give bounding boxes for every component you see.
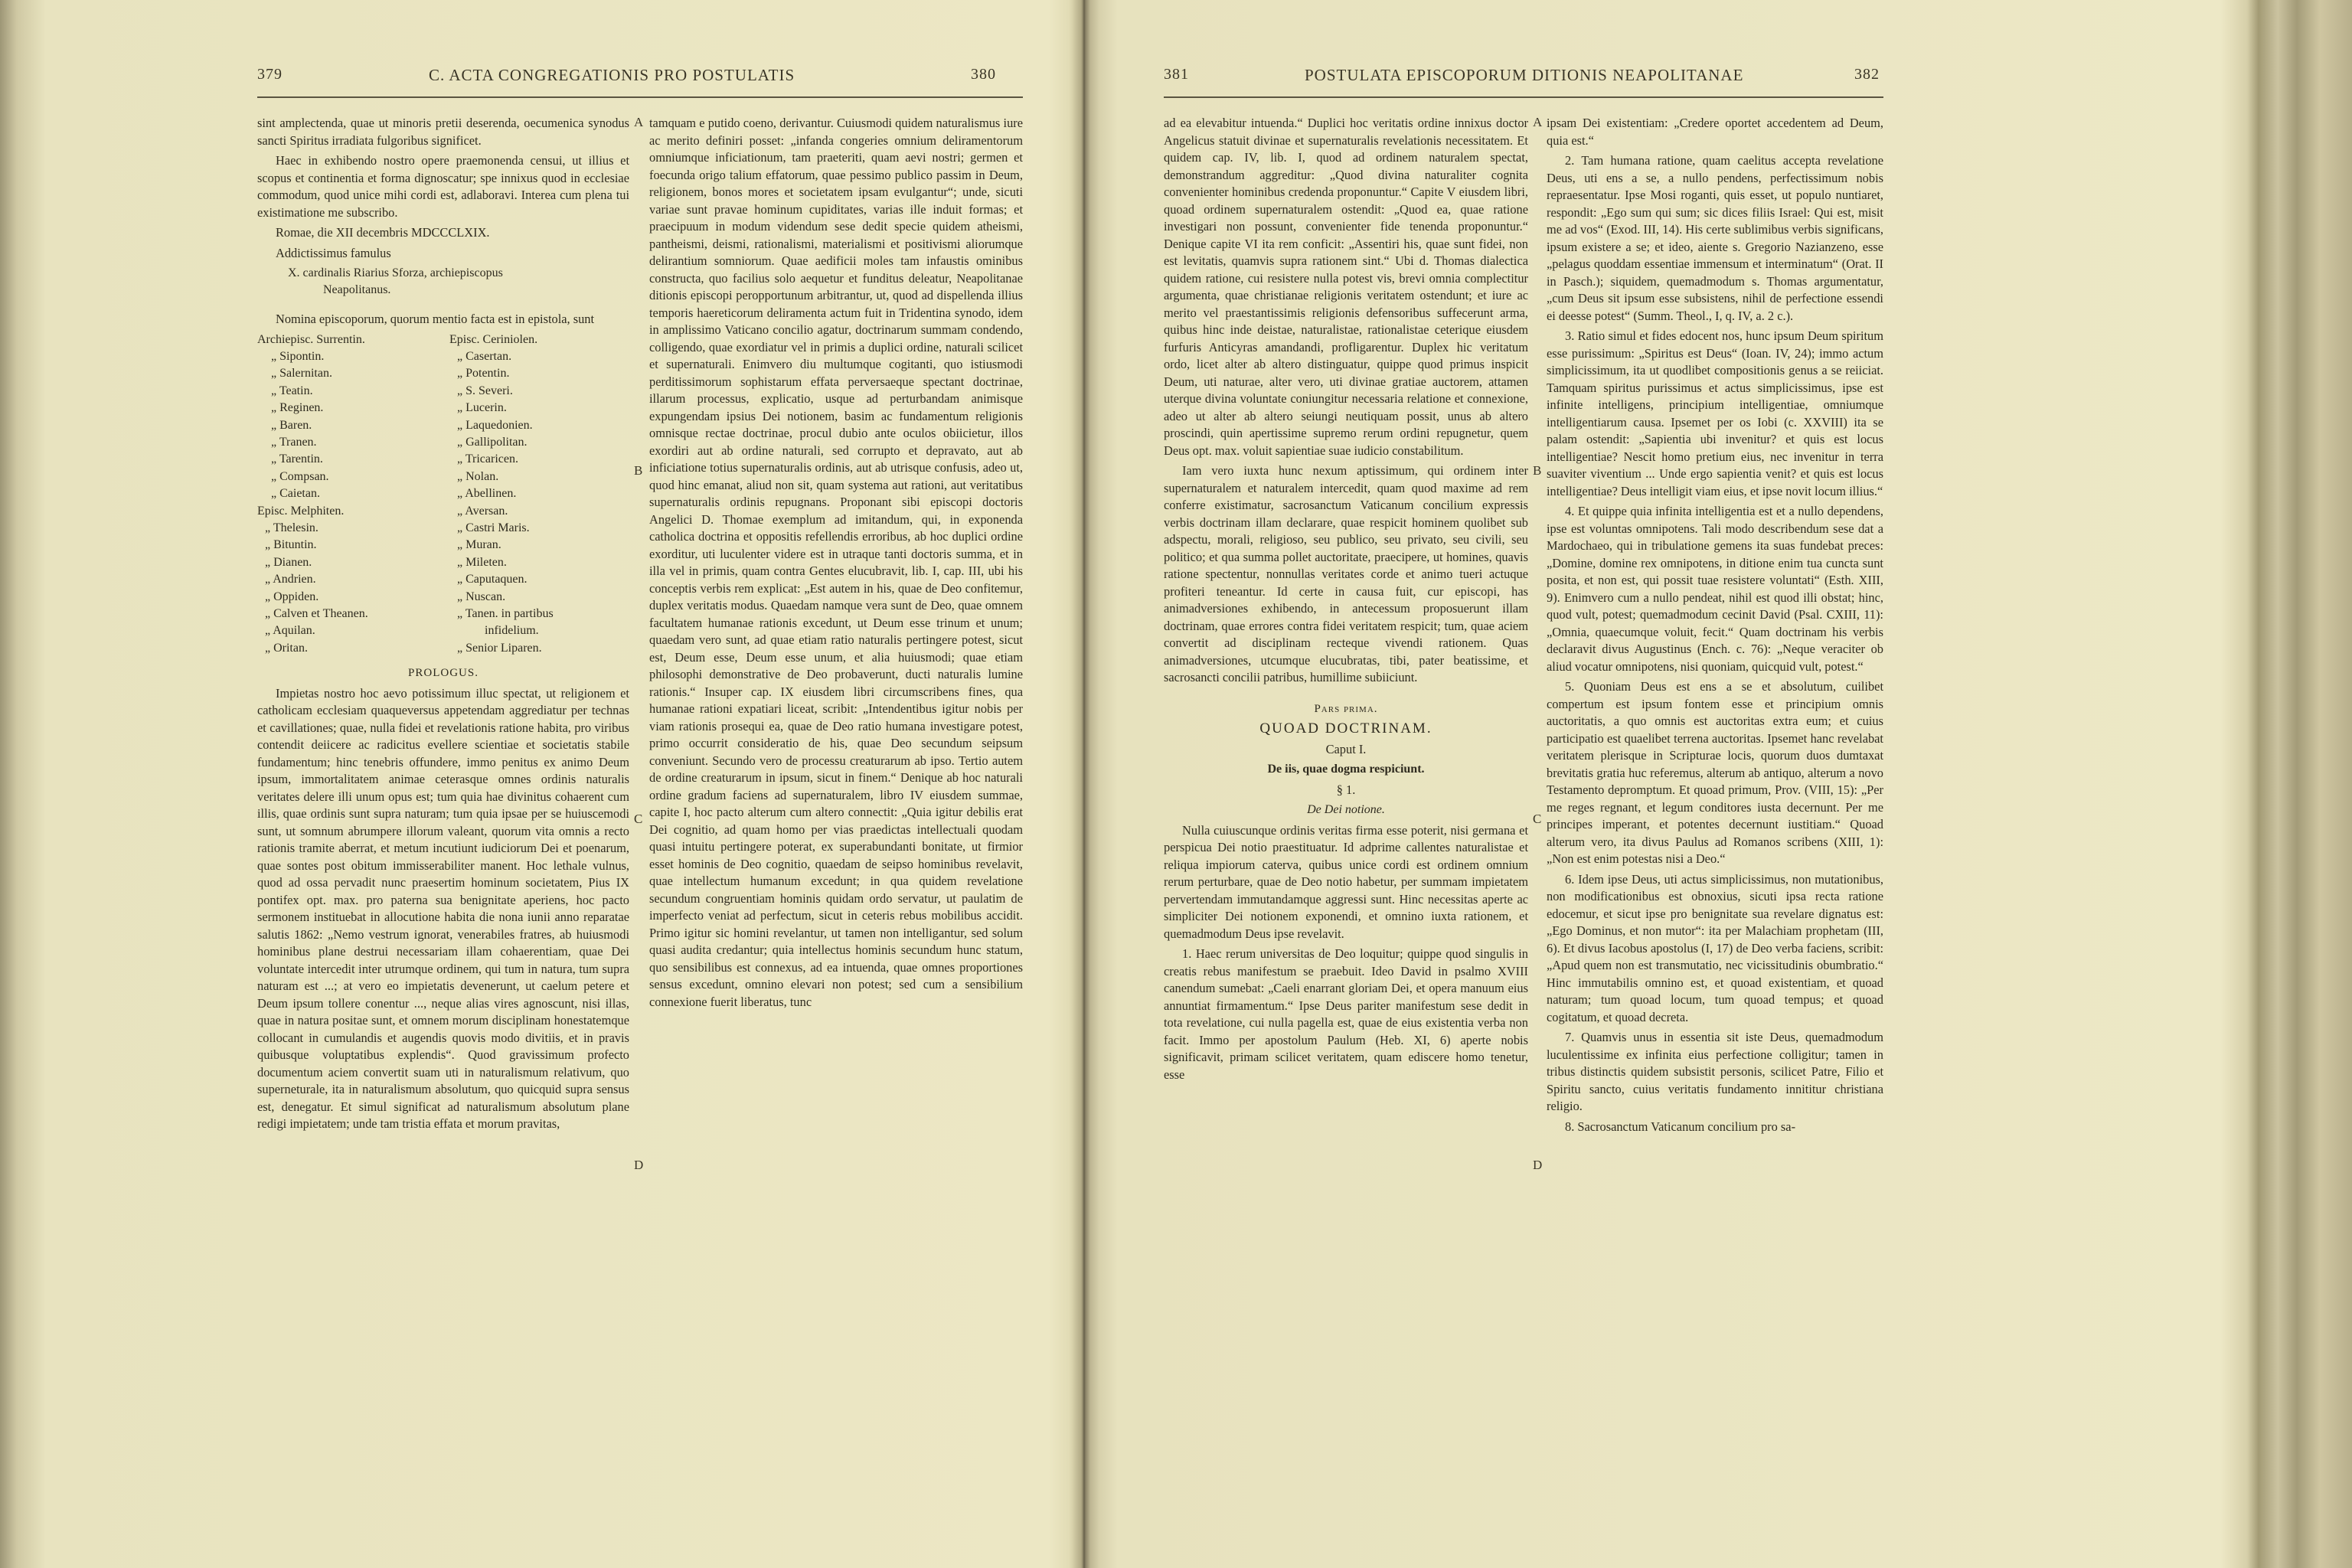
- list-item: „ Oppiden.: [265, 590, 319, 603]
- paragraph: 6. Idem ipse Deus, uti actus simplicissimus, non mutationibus, non modificationibus est obnoxius, sicuti ipsa recta ratione edocemur, et sicut ipse pro benignitate sua revelare dignatus est: „Ego Dominus, et non mutor“: ita per Malachiam prophetam (III, 6). Et divus Iacobus apostolus (I, 17) de Deo verba faciens, scribit: „Apud quem non est transmutatio, nec vicissitudinis obumbratio.“ Hinc immutabilis omnino est, et quoad existentiam, et quoad naturam; tum quoad locum, tum quoad tempus; et quoad cogitatum, et quoad decreta.: [1547, 871, 1883, 1024]
- left-column-1: [257, 115, 629, 1562]
- list-item: „ Senior Liparen.: [457, 641, 542, 655]
- paragraph: Haec in exhibendo nostro opere praemonenda censui, ut illius et scopus et continentia et forma dignoscatur; spe innixus quod in ecclesiae commodum, quod unice mihi cordi est, adlaboravi. Interea cum plena tui existimatione me subscribo.: [257, 153, 629, 220]
- list-item: „ Tarentin.: [271, 452, 323, 466]
- list-item: „ Aversan.: [457, 504, 508, 518]
- list-item: „ Tranen.: [271, 435, 317, 449]
- margin-letter: B: [1533, 463, 1542, 478]
- list-item: „ Oritan.: [265, 641, 308, 655]
- list-item: „ Aquilan.: [265, 624, 315, 638]
- list-item: „ Potentin.: [457, 367, 510, 381]
- signature-line: Neapolitanus.: [323, 283, 391, 296]
- paragraph: ad ea elevabitur intuenda.“ Duplici hoc veritatis ordine innixus doctor Angelicus statuit divinae et supernaturalis revelationis necessitatem. Et quidem cap. IV, lib. I, quod ad ordinem naturalem spectat, demonstrandum aggreditur: „Quod divina naturaliter cognita convenienter hominibus credenda proponuntur.“ Capite V eiusdem libri, quoad ordinem supernaturalem ostendit: „Quod ea, quae ratione investigari non possunt, convenienter fide tenenda proponuntur.“ Denique capite VI ita rem conficit: „Assentiri his, quae sunt fidei, non est levitatis, quamvis supra rationem sint.“ Ubi d. Thomas dialectica quidem ratione, cui resistere nulla potest vis, brevi omnia complectitur argumenta, quae christianae religionis veritatem ostendunt; et iure ac merito vel praestantissimis religionis defensoribus suffecerunt arma, quibus hinc inde deistae, naturalistae, rationalistae ceterique eiusdem furfuris Anticyras amandandi, profligarentur. Duplex hic veritatum ordo, licet alter ab altero distinguatur, quippe quod primus inspicit Deum, uti naturae, alter vero, uti divinae gratiae auctorem, attamen uterque divina voluntate coniungitur necessaria relatione et connexione, adeo ut alter ab altero seiungi neutiquam possit, unus ab altero proscindi, quin apertissime supremo rerum ordini repugnetur, quem Deus opt. max. voluit sapientiae suae iudicio constabilitum.: [1164, 116, 1528, 458]
- list-item: „ Teatin.: [271, 384, 313, 397]
- paragraph: Nomina episcoporum, quorum mentio facta est in epistola, sunt: [276, 312, 595, 326]
- paragraph: 7. Quamvis unus in essentia sit iste Deus, quemadmodum luculentissime ex infinita eius perfectione colligitur; tamen in tribus distinctis quidem subsistit personis, scilicet Patre, Filio et Spiritu sancto, cuius veritatis fundamento innititur christiana religio.: [1547, 1030, 1883, 1113]
- paragraph: Iam vero iuxta hunc nexum aptissimum, qui ordinem inter supernaturalem et naturalem intercedit, quam quod maxime ad rem conferre existimatur, sacrosanctum Vaticanum concilium expressis verbis doctrinam illam declarare, quae respicit hominem quolibet sub adspectu, morali, religioso, seu publico, seu privato, seu civili, seu politico; et qua summa pollet auctoritate, praecipere, ut homines, quavis ratione spectentur, nonnullas veritates corde et animo tueri actuque profiteri teneantur. Id certe in causa fuit, cur episcopi, has animadversiones exhibendo, in antecessum proposuerunt illam doctrinam, quae errores contra fidei veritatem respicit; tum, quae aciem convertit ad disciplinam recteque vivendi rationem. Quas animadversiones, utcumque elucubratas, tibi, pater beatissime, et sacrosancti concilii patribus, humillime subiiciunt.: [1164, 463, 1528, 684]
- list-item: „ Nuscan.: [457, 590, 506, 603]
- chapter-subtitle: De iis, quae dogma respiciunt.: [1267, 763, 1425, 776]
- list-item: Episc. Ceriniolen.: [449, 332, 538, 346]
- list-item: „ Salernitan.: [271, 367, 332, 381]
- page-number-380: 380: [971, 66, 996, 83]
- paragraph: 5. Quoniam Deus est ens a se et absolutum, cuilibet compertum est ipsum fontem esse et principium omnis auctoritatis, a quo omnis est auctoritas extra eum; et cuius participatio est quaelibet terrena auctoritas. Ipsemet hanc revelabat veritatem plerisque in Scripturae locis, quorum duos dumtaxat brevitatis gratia huc referemus, alterum ab antiquo, alterum a novo Testamento depromptum. Et quoad primum, Prov. (VIII, 15): „Per me reges regnant, et legum conditores iusta decernunt. Per me principes imperant, et potentes decernunt iustitiam.“ Quoad alterum vero, ita divus Paulus ad Romanos scribens (XIII, 1): „Non est enim potestas nisi a Deo.“: [1547, 679, 1883, 866]
- chapter-heading: Caput I.: [1325, 741, 1367, 756]
- page-number-381: 381: [1164, 66, 1189, 83]
- signature-block: [288, 265, 629, 299]
- right-column-2: [1547, 115, 1883, 1562]
- list-item: Archiepisc. Surrentin.: [257, 332, 365, 346]
- list-item: „ Nolan.: [457, 469, 499, 483]
- list-item: „ Gallipolitan.: [457, 435, 528, 449]
- margin-letter: C: [634, 812, 643, 826]
- list-item: „ Castri Maris.: [457, 521, 530, 534]
- right-page: [1084, 0, 2352, 1568]
- left-column-2: [649, 115, 1023, 1562]
- list-item: „ Casertan.: [457, 349, 512, 363]
- list-item: „ Calven et Theanen.: [265, 607, 368, 620]
- section-heading-prologus: PROLOGUS.: [408, 667, 479, 680]
- margin-letter: D: [1533, 1158, 1543, 1172]
- margin-letter: D: [634, 1158, 644, 1172]
- list-item: infidelium.: [485, 624, 539, 638]
- list-item: „ Lucerin.: [457, 401, 507, 415]
- list-item: „ Abellinen.: [457, 487, 517, 501]
- date-line: Romae, die XII decembris MDCCCLXIX.: [276, 225, 490, 240]
- paragraph: 3. Ratio simul et fides edocent nos, hunc ipsum Deum spiritum esse purissimum: „Spiritus est Deus“ (Ioan. IV, 24); immo actum simplicissimum, ita ut quodlibet compositionis genus a se reiiciat. Tamquam spiritus purissimus et actus simplicissimus, ipse est infinite intelligens, principium intelligentiae, omniumque intelligentiarum causa. Ipsemet per os Iobi (c. XXVIII) ita se palam ostendit: „Sapientia ubi invenitur? et quis est locus intelligentiae? Nescit homo pretium eius, nec invenitur in terra suaviter viventium ... Unde ergo sapientia venit? et quis est locus intelligentiae? Deus intelligit viam eius, et ipse novit locum illius.“: [1547, 328, 1883, 498]
- left-running-head: [0, 66, 1084, 96]
- left-head-rule: [257, 96, 1023, 98]
- list-item: „ Compsan.: [271, 469, 329, 483]
- list-item: „ Andrien.: [265, 573, 316, 586]
- list-item: „ Dianen.: [265, 555, 312, 569]
- list-item: Episc. Melphiten.: [257, 504, 345, 518]
- list-item: „ Sipontin.: [271, 349, 325, 363]
- page-number-382: 382: [1854, 66, 1880, 83]
- closing-line: Addictissimus famulus: [276, 245, 391, 260]
- paragraph: Nulla cuiuscunque ordinis veritas firma esse poterit, nisi germana et perspicua Dei notio praestituatur. Id adprime callentes naturalistae et reliqua impiorum caterva, quibus unice cordi est ordinem omnium rerum perturbare, quae de Deo notio habetur, per summam impietatem pervertendam immutandamque aggressi sunt. Hinc necessitas aperte ac simpliciter Dei notionem exponendi, et omnino iuxta rationem, et quemadmodum Deus ipse revelavit.: [1164, 822, 1528, 941]
- left-running-title: C. ACTA CONGREGATIONIS PRO POSTULATIS: [429, 66, 795, 84]
- margin-letter: C: [1533, 812, 1542, 826]
- paragraph-mark: § 1.: [1336, 782, 1356, 797]
- paragraph: ipsam Dei existentiam: „Credere oportet accedentem ad Deum, quia est.“: [1547, 116, 1883, 148]
- list-item: „ Thelesin.: [265, 521, 318, 534]
- list-item: „ Tanen. in partibus: [457, 607, 554, 620]
- paragraph: tamquam e putido coeno, derivantur. Cuiusmodi quidem naturalismus iure ac merito definiri posset: „infanda congeries omnium deliramentorum omniumque inficiationum, tam praeteriti, quam aevi nostri; germen et foecunda origo talium effatorum, quae pessimo publico passim in Deum, religionem, bonos mores et societatem ipsam evulgantur“; unde, sicuti variae sunt pravae hominum cupiditates, varias ille induit formas; et praecipuum in modum videndum sese dedit specie quidem atheismi, pantheismi, deismi, rationalismi, materialismi et positivismi aliorumque delirantium somniorum. Quae aedificii moles tam infaustis ominibus constructa, quo facilius solo aequetur et funditus deleatur, Neapolitanae ditionis episcopi peropportunum arbitrantur, ut, quod ad dispellenda illius temporis haereticorum deliramenta actum fuit in Tridentina synodo, idem in amplissimo Vaticano concilio agatur, doctrinarum summam condendo, colligendo, quae exordiatur vel in primis a duplici ordine, naturali scilicet et supernaturali. Enimvero diu multumque cogitanti, quo istiusmodi perditissimorum sophistarum effata perversaeque spectant doctrinae, illarum processus, explicatio, usque ad perturbandam animisque expungendam ipsius Dei notionem, basim ac fundamentum religionis omnisque rectae doctrinae, procul dubio ante oculos obiicietur, illos exordiri aut ab ordine naturali, sed corrupto et depravato, aut ab inficiatione totius supernaturalis ordinis, aut ab utrisque confusis, adeo ut, quod hinc emanat, aliud non sit, quam systema aut rationi, aut veritatibus supernaturalis ordinis repugnans. Proponant sibi episcopi doctoris Angelici D. Thomae exemplum ad imitandum, qui, in exponenda catholica doctrina et oppositis refellendis erroribus, ab hoc duplici ordine exorditur, uti luculenter videre est in utraque tanti doctoris summa, et in illa vel in primis, quam contra Gentes elucubravit, lib. I, cap. III, ubi his conceptis verbis rem explicat: „Est autem in his, quae de Deo confitemur, duplex veritatis modus. Quaedam namque vera sunt de Deo, quae omnem facultatem humanae rationis excedunt, ut Deum esse trinum et unum; quaedam vero sunt, ad quae etiam ratio naturalis pertingere potest, sicut est, Deum esse, Deum esse unum, et alia huiusmodi; quae etiam philosophi demonstrative de Deo probaverunt, ducti naturalis lumine rationis.“ Insuper cap. IX eiusdem libri circumscribens fines, qua humanae rationi expatiari liceat, scribit: „Intendentibus igitur nobis per viam rationis prosequi ea, quae de Deo ratio humana investigare potest, primo occurrit consideratio de his, quae Deo secundum seipsum conveniunt. Secundo vero de processu creaturarum ab ipso. Tertio autem de ordine creaturarum in ipsum, sicut in finem.“ Denique ab hoc naturali ordine gradum faciens ad supernaturalem, libro IV eiusdem summae, capite I, hoc pacto alterum cum altero connectit: „Quia igitur debilis erat Dei cognitio, ad quam homo per vias praedictas intellectuali quodam quasi intuitu pertingere poterat, ex superabundanti bonitate, ut firmior esset hominis de Deo cognitio, quaedam de seipso hominibus revelavit, quae intellectum humanum excedunt; in qua quidem revelatione secundum congruentiam hominis quidam ordo servatur, ut paulatim de imperfecto veniat ad perfectum, sicut in ceteris rebus mobilibus accidit. Primo igitur sic homini revelantur, ut tamen non intelligantur, sed solum quasi audita credantur; quia intellectus hominis secundum hunc statum, quo sensibilibus est connexus, ad ea intuenda, quae omnes proportiones sensus excedunt, omnino elevari non potest; sed cum a sensibilium connexione fuerit liberatus, tunc: [649, 116, 1023, 1009]
- list-item: „ Baren.: [271, 418, 312, 432]
- right-running-title: POSTULATA EPISCOPORUM DITIONIS NEAPOLITANAE: [1305, 66, 1744, 84]
- list-item: „ Reginen.: [271, 401, 324, 415]
- list-item: „ Muran.: [457, 538, 501, 552]
- paragraph: Impietas nostro hoc aevo potissimum illuc spectat, ut religionem et catholicam ecclesiam quaqueversus appetendam aggrediatur per technas et cavillationes; quae, nulla fidei et revelationis ratione habita, pro viribus contendit deiicere ac radicitus evellere scientiae et societatis stabile fundamentum; hinc tenebris offundere, immo penitus ex animo Deum ipsum, immortalitatem animae ceterasque omnes ordinis naturalis veritates delere illi unum opus est; tum quia hae divinitus cohaerent cum illis, quae ordinis sunt supra naturam; tum quia ipsae per se huiuscemodi sunt, ut somnum abrumpere illorum valeant, quorum vita omnis a recto rationis tramite aberrat, et metum incutiunt iudiciorum Dei et poenarum, quae sontes post obitum immisserabiliter manent. Hoc lethale vulnus, quod ad ossa pervadit nunc praesertim hominum societatem, Pius IX pontifex opt. max. pro paterna sua benignitate aperiens, hoc pacto sermonem instituebat in allocutione habita die nona iunii anno reparatae salutis 1862: „Nemo vestrum ignorat, venerabiles fratres, ab huiusmodi hominibus plane destrui necessariam illam cohaerentiam, quae Dei voluntate intercedit inter utrumque ordinem, qui tum in natura, tum supra naturam est ...; at vero eo impietatis devenerunt, ut caelum petere et Deum ipsum tollere conentur ..., neque alias vires agnoscunt, nisi illas, quae in natura positae sunt, et omnem morum disciplinam honestatemque collocant in cumulandis et augendis quovis modo divitiis, et in pravis quibusque voluptatibus explendis“. Quod gravissimum profecto documentum aciem convertit suam uti in naturalismum relativum, quo superneturale, ita in naturalismum absolutum, quo quicquid supra sensus est, denegatur. Et simul significat ad naturalismum absolutum plane redigi impietatem; unde tam tristia effata et morum pravitas,: [257, 685, 629, 1132]
- right-column-1: [1164, 115, 1528, 1562]
- margin-letter: A: [1533, 115, 1543, 129]
- list-item: „ Caputaquen.: [457, 573, 528, 586]
- right-head-rule: [1164, 96, 1883, 98]
- signature-line: X. cardinalis Riarius Sforza, archiepiscopus: [288, 266, 503, 279]
- bishops-list: [257, 332, 629, 658]
- bishops-list-left: [257, 332, 437, 658]
- part-heading: Pars prima.: [1314, 702, 1378, 715]
- paragraph: 8. Sacrosanctum Vaticanum concilium pro sa-: [1565, 1119, 1796, 1134]
- list-item: „ S. Severi.: [457, 384, 513, 397]
- list-item: „ Mileten.: [457, 555, 507, 569]
- list-item: „ Caietan.: [271, 487, 320, 501]
- bishops-list-right: [449, 332, 629, 658]
- list-item: „ Tricaricen.: [457, 452, 518, 466]
- margin-letter: B: [634, 463, 643, 478]
- section-heading-doctrina: QUOAD DOCTRINAM.: [1259, 720, 1432, 737]
- right-running-head: [1084, 66, 2352, 96]
- left-page: [0, 0, 1084, 1568]
- subsection-heading: De Dei notione.: [1307, 803, 1385, 816]
- margin-letter: A: [634, 115, 644, 129]
- list-item: „ Bituntin.: [265, 538, 317, 552]
- paragraph: sint amplectenda, quae ut minoris pretii deserenda, oecumenica synodus sancti Spiritus irradiata fulgoribus significet.: [257, 116, 629, 148]
- paragraph: 4. Et quippe quia infinita intelligentia est et a nullo dependens, ipse est voluntas omnipotens. Tali modo describendum sese dat a Mardochaeo, qui in tribulatione gemens ita suas fundebat preces: „Domine, domine rex omnipotens, in ditione enim tua cuncta sunt posita, et non est, qui possit tuae resistere voluntati“ (Esth. XIII, 9). Enimvero cum a nullo pendeat, nihil est quod illi obstat; hinc, quod vult, potest; quemadmodum cecinit David (Psal. CXIII, 11): „Omnia, quaecumque voluit, fecit.“ Quam doctrinam his verbis declaravit divus Augustinus (Ench. c. 76): „Neque veraciter ob aliud vocatur omnipotens, nisi quoniam, quicquid vult, potest.“: [1547, 504, 1883, 674]
- page-number-379: 379: [257, 66, 283, 83]
- paragraph: 1. Haec rerum universitas de Deo loquitur; quippe quod singulis in creatis rebus manifestum se praebuit. Ideo David in psalmo XVIII canendum sumebat: „Caeli enarrant gloriam Dei, et opera manuum eius annuntiat firmamentum.“ Ipse Deus pariter manifestum sese dedit in tota revelatione, cui nulla pagella est, quae de eius existentia verba non facit. Immo per apostolum Paulum (Heb. XI, 6) aperte nobis significavit, primam scilicet veritatem, quam ediscere homo tenetur, esse: [1164, 946, 1528, 1082]
- paragraph: 2. Tam humana ratione, quam caelitus accepta revelatione Deus, uti ens a se, a nullo pendens, perfectissimum nobis repraesentatur. Ipse Mosi roganti, quis esset, ut populo nuntiaret, respondit: „Ego sum qui sum; sic dices filiis Israel: Qui est, misit me ad vos“ (Exod. III, 14). His certe sublimibus verbis significans, ipsum existere a se; et ideo, aiente s. Gregorio Nazianzeno, esse „pelagus quoddam essentiae immensum et interminatum“ (Orat. II in Pasch.); siquidem, quemadmodum s. Thomas argumentatur, „cum Deus sit ipsum esse subsistens, nihil de perfectione essendi ei deesse potest“ (Summ. Theol., I, q. IV, a. 2 c.).: [1547, 153, 1883, 323]
- list-item: „ Laquedonien.: [457, 418, 533, 432]
